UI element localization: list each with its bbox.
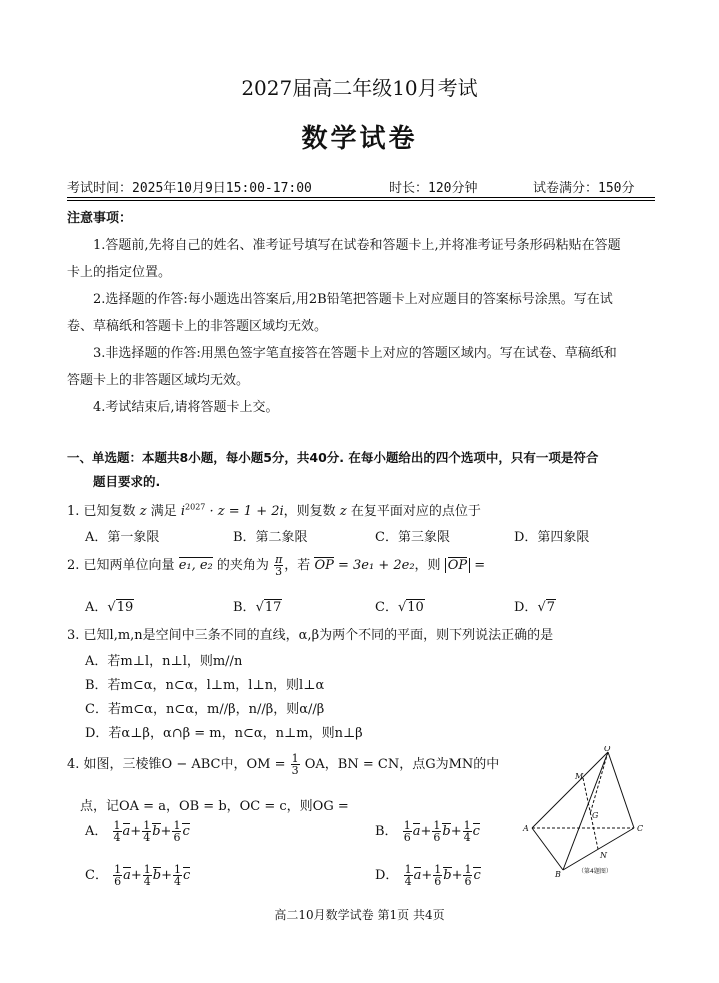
exam-full-score: 试卷满分：150分 [533,181,635,196]
label-c: C [637,824,644,833]
notice-heading: 注意事项： [67,211,133,226]
edge-ab [532,828,563,870]
q2-option-c: C．√10 [375,600,424,615]
edge-bc [563,828,634,870]
section-heading-line1: 一、单选题：本题共8小题，每小题5分，共40分. 在每小题给出的四个选项中，只有一项是符合 [67,450,599,465]
q1-option-d: D．第四象限 [514,530,590,545]
q4-option-b: B． $\frac{1}{6}$ a+ $\frac{1}{6}$ b+ $\frac{1}{4}$ c [375,819,480,844]
edge-oc [608,752,634,828]
exam-info-line [67,175,655,197]
q2-option-d: D．√7 [514,600,556,615]
question-4-stem-line2: 点，记OA = a，OB = b，OC = c，则OG = [80,799,349,814]
exam-time: 考试时间：2025年10月9日15:00-17:00 [67,181,312,196]
question-4-stem-line1: 4. 如图，三棱锥O − ABC中，OM = $\frac{1}{3}$ OA，BN = CN，点G为MN的中 [67,752,500,777]
exam-duration: 时长：120分钟 [389,181,478,196]
question-1-stem: 1. 已知复数 z 满足 $i^{2027} \cdot z = 1 + 2i$，则复数 z 在复平面对应的点位于 [67,502,481,519]
q3-option-d: D．若α⊥β，α∩β = m，n⊂α，n⊥m，则n⊥β [85,726,363,741]
question-3-stem: 3. 已知l,m,n是空间中三条不同的直线，α,β为两个不同的平面，则下列说法正确的是 [67,628,554,643]
q2-option-b: B．√17 [233,600,282,615]
q1-option-a: A．第一象限 [85,530,160,545]
header-rule-top [67,197,655,198]
label-b: B [555,870,561,879]
figure-caption: （第4题图） [578,868,612,875]
page-footer: 高二10月数学试卷 第1页 共4页 [274,908,445,922]
q3-option-b: B．若m⊂α，n⊂α，l⊥m，l⊥n，则l⊥α [85,678,325,693]
question-2-stem: 2. 已知两单位向量 e₁, e₂ 的夹角为 $\frac{\pi}{3}$ ，若 OP = 3e₁ + 2e₂，则 OP = [67,553,486,578]
q1-option-c: C．第三象限 [375,530,450,545]
label-n: N [600,851,607,860]
q4-om-fraction: $\frac{1}{3}$ [291,752,299,777]
q3-option-a: A．若m⊥l，n⊥l，则m//n [85,654,243,669]
q3-option-c: C．若m⊂α，n⊂α，m//β，n//β，则α//β [85,702,325,717]
q2-option-a: A．√19 [85,600,134,615]
label-g: G [592,811,599,820]
q4-option-d: D． $\frac{1}{4}$ a+ $\frac{1}{6}$ b+ $\frac{1}{6}$ c [375,863,481,888]
label-a: A [523,824,529,833]
notice-item-3-cont: 答题卡上的非答题区域均无效。 [67,373,250,388]
notice-item-1: 1.答题前,先将自己的姓名、准考证号填写在试卷和答题卡上,并将准考证号条形码粘贴在答题 [93,238,621,253]
q4-option-a: A． $\frac{1}{4}$ a+ $\frac{1}{4}$ b+ $\frac{1}{6}$ c [85,819,190,844]
q4-tetrahedron-figure [520,746,655,881]
label-m: M [575,772,584,781]
subject-title: 数学试卷 [301,124,418,154]
label-o: O [604,746,611,753]
exam-title: 2027届高二年级10月考试 [241,76,478,100]
section-heading-line2: 题目要求的. [93,474,161,489]
notice-item-2: 2.选择题的作答:每小题选出答案后,用2B铅笔把答题卡上对应题目的答案标号涂黑。写在试 [93,292,613,307]
q1-option-b: B．第二象限 [233,530,308,545]
q4-option-c: C． $\frac{1}{6}$ a+ $\frac{1}{4}$ b+ $\frac{1}{4}$ c [85,863,191,888]
header-rule-bottom [67,200,655,201]
notice-item-4: 4.考试结束后,请将答题卡上交。 [93,400,279,415]
q2-abs-op: OP [445,558,470,573]
notice-item-1-cont: 卡上的指定位置。 [67,265,172,280]
q2-angle-fraction: $\frac{\pi}{3}$ [275,553,283,578]
notice-item-3: 3.非选择题的作答:用黑色签字笔直接答在答题卡上对应的答题区域内。写在试卷、草稿纸和 [93,346,617,361]
notice-item-2-cont: 卷、草稿纸和答题卡上的非答题区域均无效。 [67,319,328,334]
